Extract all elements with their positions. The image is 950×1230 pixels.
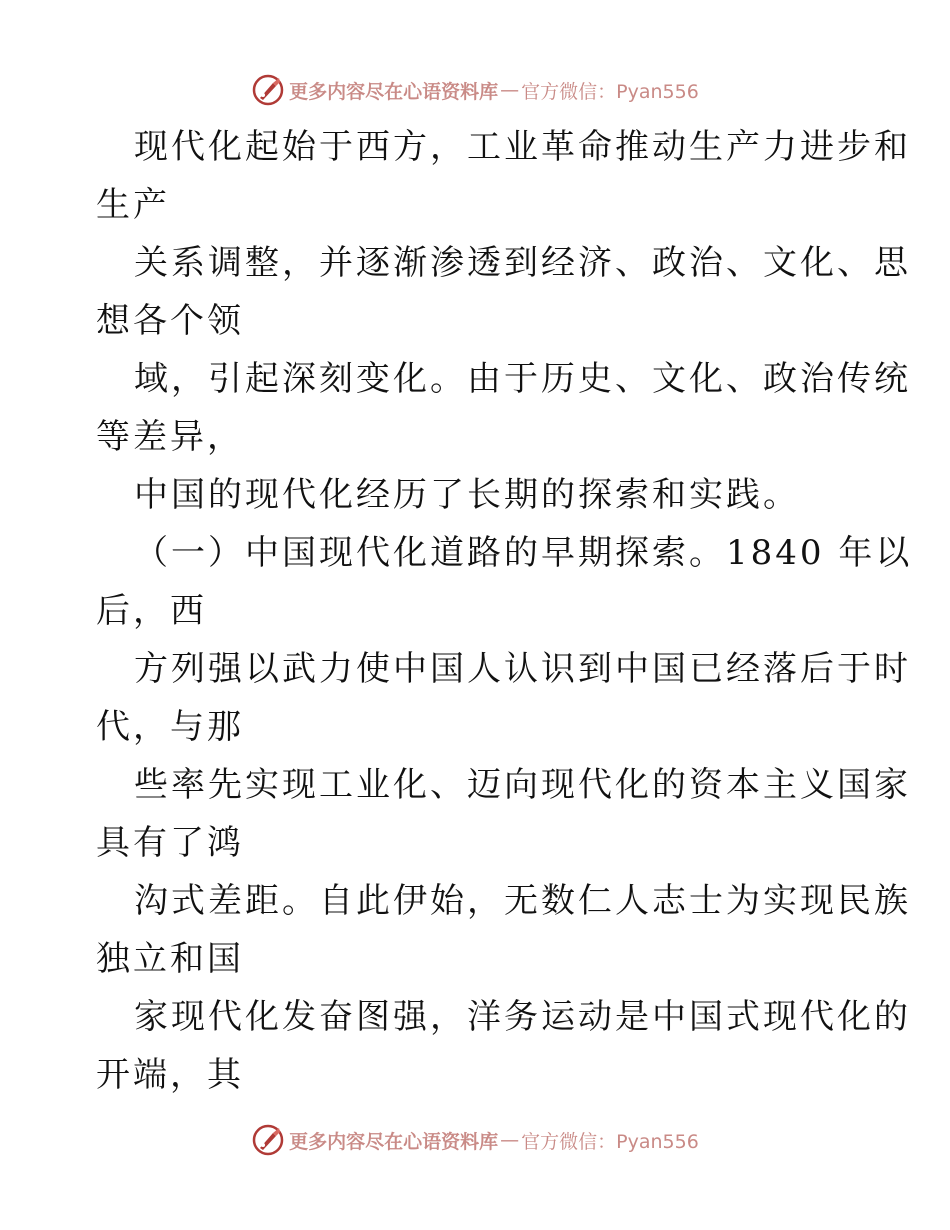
footer-banner bbox=[0, 1120, 950, 1160]
text-line: 方列强以武力使中国人认识到中国已经落后于时 bbox=[134, 649, 911, 689]
text-line: （一）中国现代化道路的早期探索。1840 年以 bbox=[134, 533, 913, 573]
banner-wechat: 官方微信：Pyan556 bbox=[521, 80, 699, 103]
quill-pen-logo-icon bbox=[251, 1123, 285, 1157]
banner-separator: — bbox=[500, 1129, 520, 1151]
text-line: 域，引起深刻变化。由于历史、文化、政治传统 bbox=[134, 359, 911, 399]
text-line: 后，西 bbox=[96, 591, 207, 631]
text-line: 具有了鸿 bbox=[96, 823, 244, 863]
header-banner bbox=[0, 70, 950, 110]
banner-separator: — bbox=[500, 79, 520, 101]
quill-pen-logo-icon bbox=[251, 73, 285, 107]
text-line: 沟式差距。自此伊始，无数仁人志士为实现民族 bbox=[134, 881, 911, 921]
text-line: 生产 bbox=[96, 185, 170, 225]
text-line: 中国的现代化经历了长期的探索和实践。 bbox=[134, 475, 800, 515]
text-line: 独立和国 bbox=[96, 939, 244, 979]
banner-wechat: 官方微信：Pyan556 bbox=[521, 1130, 699, 1153]
text-line: 家现代化发奋图强，洋务运动是中国式现代化的 bbox=[134, 997, 911, 1037]
text-line: 想各个领 bbox=[96, 301, 244, 341]
document-body bbox=[96, 118, 913, 1104]
banner-text: 更多内容尽在心语资料库 bbox=[289, 80, 499, 103]
text-line: 等差异， bbox=[96, 417, 244, 457]
text-line: 开端，其 bbox=[96, 1055, 244, 1095]
text-line: 现代化起始于西方，工业革命推动生产力进步和 bbox=[134, 127, 911, 167]
text-line: 些率先实现工业化、迈向现代化的资本主义国家 bbox=[134, 765, 911, 805]
banner-text: 更多内容尽在心语资料库 bbox=[289, 1130, 499, 1153]
text-line: 代，与那 bbox=[96, 707, 244, 747]
text-line: 关系调整，并逐渐渗透到经济、政治、文化、思 bbox=[134, 243, 911, 283]
